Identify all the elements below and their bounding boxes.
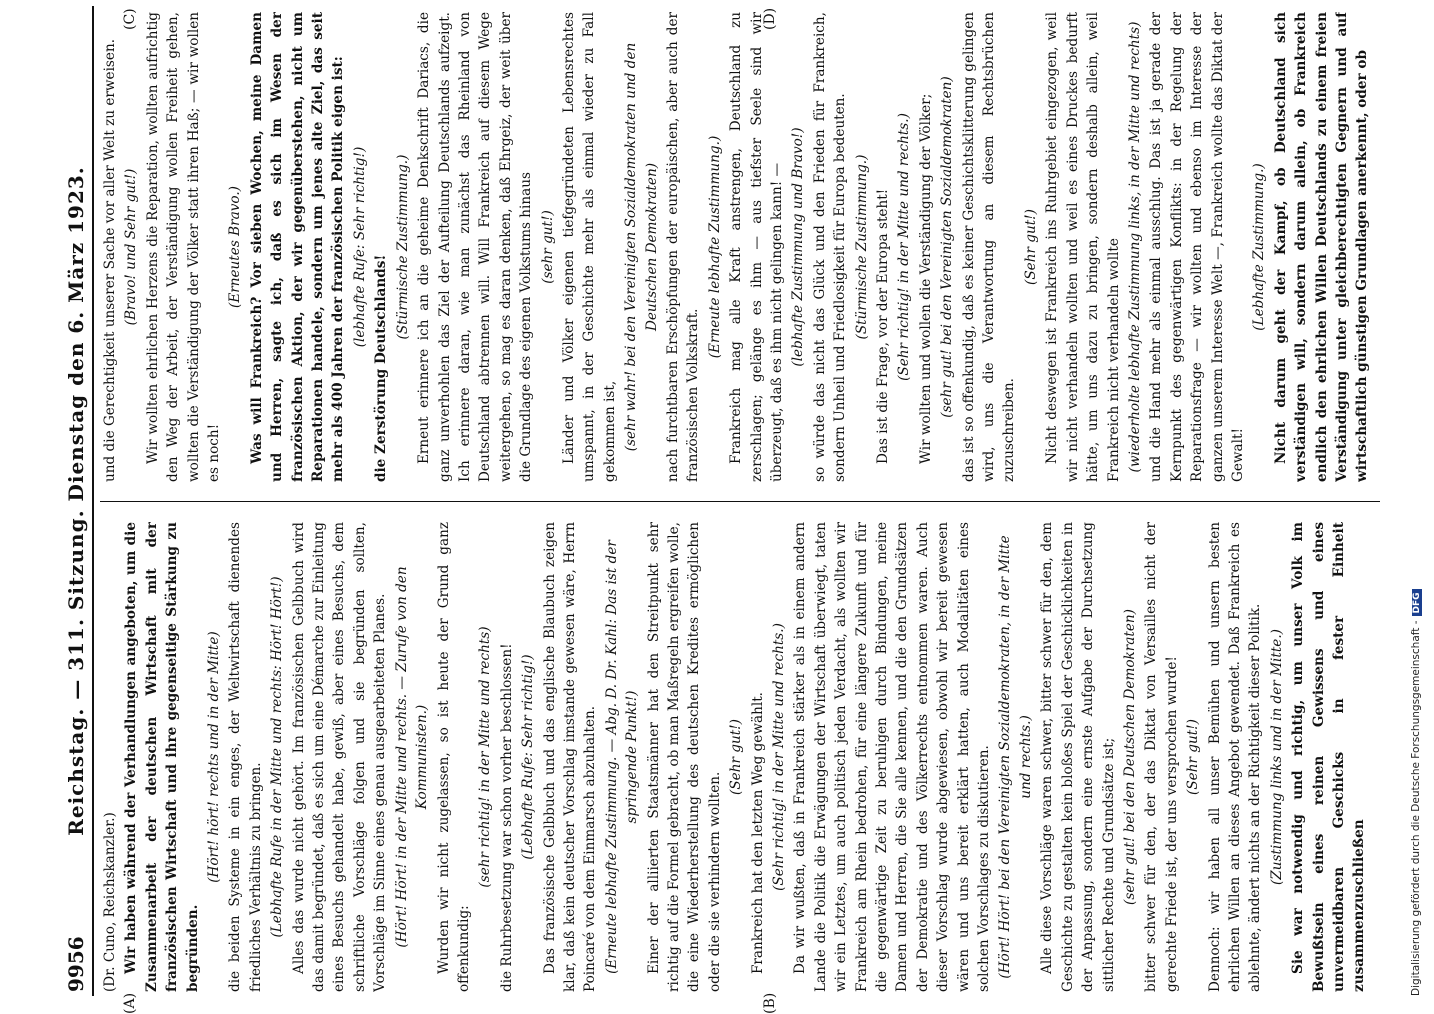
- interjection: (Lebhafte Rufe: Sehr richtig!): [520, 654, 537, 860]
- paragraph: Wir haben während der Verhandlungen angeboten, um die Zusammenarbeit der deutschen Wirtschaft mit der französischen Wirtschaft und ihre gegenseitige Stärkung zu begründen.: [123, 522, 201, 992]
- paragraph: Einer der alliierten Staatsmänner hat den Streitpunkt sehr richtig auf die Formel gebracht, ob man Maßregeln ergreifen wolle, die eine Wiederherstellung des deutschen Kredites ermöglichen oder die sie verhindern wollten.: [645, 522, 723, 992]
- interjection: (Sehr richtig! in der Mitte und rechts.): [896, 113, 913, 381]
- paragraph: die beiden Systeme in ein enges, der Weltwirtschaft dienendes friedliches Verhältnis zu bringen.: [227, 522, 264, 992]
- interjection: (sehr gut!): [539, 210, 556, 284]
- paragraph: Alles das wurde nicht gehört. Im französischen Gelbbuch wird das damit begründet, daß es sich um eine Démarche zur Einleitung eines Besuchs gehandelt habe, gewiß, aber eines Besuchs, dem schriftliche Vorschläge folgen und sie begründen sollten, Vorschläge im Sinne eines genau ausgearbeiteten Planes.: [290, 522, 389, 992]
- credit-text: Digitalisierung gefördert durch die Deutsche Forschungsgemeinschaft -: [1410, 620, 1422, 996]
- interjection: (Hört! Hört! bei den Vereinigten Sozialdemokraten, in der Mitte und rechts.): [997, 535, 1034, 979]
- right-column: [100, 12, 1380, 482]
- paragraph: und die Gerechtigkeit unserer Sache vor aller Welt zu erweisen.: [102, 38, 118, 482]
- paragraph: Alle diese Vorschläge waren schwer, bitter schwer für den, dem Geschichte zu gestalten kein bloßes Spiel der Geschicklichkeiten in der Anpassung, sondern eine ernste Aufgabe der Durchsetzung sittlicher Rechte und Grundsätze ist;: [1039, 522, 1117, 992]
- paragraph: Nicht darum geht der Kampf, ob Deutschland sich verständigen will, sondern darum allein, ob Frankreich endlich den ehrlichen Willen Deutschlands zu einem freien Verständigung unter gleichberechtigten Gegnern und auf wirtschaftlich günstigen Grundlagen anerkennt, oder ob: [1272, 12, 1371, 482]
- paragraph: Wir wollten und wollen die Verständigung der Völker;: [917, 93, 934, 464]
- interjection: (Lebhafte Rufe in der Mitte und rechts: Hört! Hört!): [269, 576, 286, 938]
- paragraph: und die Hand mehr als einmal ausschlug. Das ist ja gerade der Kernpunkt des gegenwärtigen Konflikts: in der Regelung der Reparationsfrage — wir wollten und ebenso im Interesse der ganzen unserem Interesse Welt —, Frankreich wollte das Diktat der Gewalt!: [1148, 12, 1246, 482]
- page-header: [62, 6, 94, 996]
- margin-marker-a: (A): [122, 992, 138, 1014]
- paragraph: Was will Frankreich? Vor sieben Wochen, meine Damen und Herren, sagte ich, daß es sich im Wesen der französischen Aktion, der wir gegenüberstehen, nicht um Reparationen handele, sondern um jenes alte Ziel, das seit mehr als 400 Jahren der französischen Politik eigen ist:: [248, 12, 347, 482]
- paragraph: Wir wollten ehrlichen Herzens die Reparation, wollten aufrichtig den Weg der Arbeit, der Verständigung wollen Freiheit gehen, wollten die Verständigung der Völker statt ihren Haß; — wir wollen es noch!: [144, 12, 223, 482]
- paragraph: das ist so offenkundig, daß es keiner Geschichtsklitterung gelingen wird, uns die Verantwortung an diesem Rechtsbrüchen zuzuschreiben.: [960, 12, 1018, 482]
- interjection: (sehr gut! bei den Vereinigten Sozialdemokraten): [939, 76, 956, 418]
- interjection: (Hört! Hört! in der Mitte und rechts. — Zurufe von den Kommunisten.): [393, 566, 431, 948]
- interjection: (lebhafte Zustimmung und Bravo!): [790, 127, 807, 367]
- interjection: (Erneutes Bravo.): [227, 186, 244, 308]
- interjection: (sehr wahr! bei den Vereinigten Sozialdemokraten und den Deutschen Demokraten): [623, 42, 660, 452]
- digitization-credit: [1410, 6, 1422, 996]
- paragraph: Das ist die Frage, vor der Europa steht!: [875, 188, 892, 464]
- interjection: (Zustimmung links und in der Mitte.): [1268, 629, 1285, 885]
- interjection: (Sehr gut!): [1022, 209, 1039, 285]
- margin-marker-b: (B): [762, 992, 778, 1014]
- paragraph: Nicht deswegen ist Frankreich ins Ruhrgebiet eingezogen, weil wir nicht verhandeln wollten und weil es eines Druckes bedurft hätte, um uns dazu zu bringen, sondern deshalb allein, weil Frankreich nicht verhandeln wollte: [1044, 12, 1122, 482]
- paragraph: Frankreich hat den letzten Weg gewählt.: [749, 692, 766, 974]
- page-number: 9956: [64, 936, 88, 992]
- interjection: (Erneute lebhafte Zustimmung. — Abg. D. Dr. Kahl: Das ist der springende Punkt!): [603, 540, 641, 974]
- column-divider: [100, 501, 1380, 502]
- paragraph: Dennoch: wir haben all unser Bemühen und unsern besten ehrlichen Willen an dieses Angebot gewendet. Daß Frankreich es ablehnte, ändert nichts an der Richtigkeit dieser Politik.: [1206, 522, 1264, 992]
- paragraph: bitter schwer für den, der das Diktat von Versailles nicht der gerechte Friede ist, der uns versprochen wurde!: [1143, 522, 1180, 992]
- interjection: (Sehr richtig! in der Mitte und rechts.): [771, 623, 787, 891]
- margin-marker-c: (C): [122, 8, 138, 30]
- left-column: [100, 522, 1380, 992]
- interjection: (Bravo! und Sehr gut!): [123, 168, 140, 326]
- paragraph: nach furchtbaren Erschöpfungen der europäischen, aber auch der französischen Volkskraft.: [664, 12, 702, 482]
- paragraph: Frankreich mag alle Kraft anstrengen, Deutschland zu zerschlagen; gelänge es ihm — aus tiefster Seele sind wir überzeugt, daß es ihm nicht gelingen kann! —: [728, 12, 785, 482]
- interjection: (Hört! hört! rechts und in der Mitte): [206, 631, 223, 883]
- interjection: (sehr gut! bei den Deutschen Demokraten): [1121, 609, 1138, 905]
- page-title: Reichstag. — 311. Sitzung. Dienstag den 6. März 1923.: [64, 166, 88, 836]
- paragraph: (Dr. Cuno, Reichskanzler.): [102, 812, 118, 992]
- interjection: (Lebhafte Zustimmung.): [1251, 163, 1268, 331]
- paragraph: so würde das nicht das Glück und den Frieden für Frankreich, sondern Unheil und Friedlosigkeit für Europa bedeuten.: [811, 12, 849, 482]
- interjection: (Sehr gut!): [728, 719, 745, 795]
- dfg-logo: DFG: [1412, 589, 1422, 616]
- interjection: (Sehr gut!): [1185, 719, 1202, 795]
- paragraph: Erneut erinnere ich an die geheime Denkschrift Dariacs, die ganz unverhohlen das Ziel der Aufteilung Deutschlands aufzeigt. Ich erinnere daran, wie man zunächst das Rheinland von Deutschland abtrennen will. Will Frankreich auf diesem Wege weitergehen, so mag es daran denken, daß Ehrgeiz, der weit über die Grundlage des eigenen Volkstums hinaus: [416, 12, 535, 482]
- paragraph: Wurden wir nicht zugelassen, so ist heute der Grund ganz offenkundig:: [435, 522, 472, 992]
- margin-marker-d: (D): [762, 7, 778, 30]
- rotated-page: [62, 6, 1402, 1014]
- paragraph: Das französische Gelbbuch und das englische Blaubuch zeigen klar, daß kein deutscher Vorschlag imstande gewesen wäre, Herrn Poincaré von dem Einmarsch abzuhalten.: [541, 522, 599, 992]
- paragraph: die Ruhrbesetzung war schon vorher beschlossen!: [498, 643, 515, 992]
- interjection: (Erneute lebhafte Zustimmung.): [706, 135, 723, 359]
- interjection: (sehr richtig! in der Mitte und rechts): [477, 626, 494, 888]
- paragraph: die Zerstörung Deutschlands!: [373, 254, 390, 482]
- interjection: (Stürmische Zustimmung.): [853, 154, 870, 340]
- interjection: (wiederholte lebhafte Zustimmung links, in der Mitte und rechts): [1126, 21, 1143, 473]
- interjection: (lebhafte Rufe: Sehr richtig!): [351, 146, 368, 348]
- interjection: (Stürmische Zustimmung.): [394, 154, 411, 340]
- paragraph: Da wir wußten, daß in Frankreich stärker als in einem andern Lande die Politik die Erwägungen der Wirtschaft überwiegt, taten wir ein Letztes, um auch politisch jeden Verdacht, als wollten wir Frankreich am Rhein bedrohen, für eine längere Zukunft und für die gegenwärtige Zeit zu beruhigen durch Bindungen, meine Damen und Herren, die Sie alle kennen, und die den Grundsätzen der Demokratie und des Völkerrechts entnommen waren. Auch dieser Vorschlag wurde abgewiesen, obwohl wir bereit gewesen wären und uns bereit erklärt hatten, auch Modalitäten eines solchen Vorschlages zu diskutieren.: [792, 522, 993, 992]
- paragraph: Länder und Völker eigenen tiefgegründeten Lebensrechtes umspannt, in der Geschichte mehr als einmal wieder zu Fall gekommen ist,: [560, 12, 618, 482]
- paragraph: Sie war notwendig und richtig, um unser Volk im Bewußtsein eines reinen Gewissens und eines unvermeidbaren Geschicks in fester Einheit zusammenzuschließen: [1290, 522, 1368, 992]
